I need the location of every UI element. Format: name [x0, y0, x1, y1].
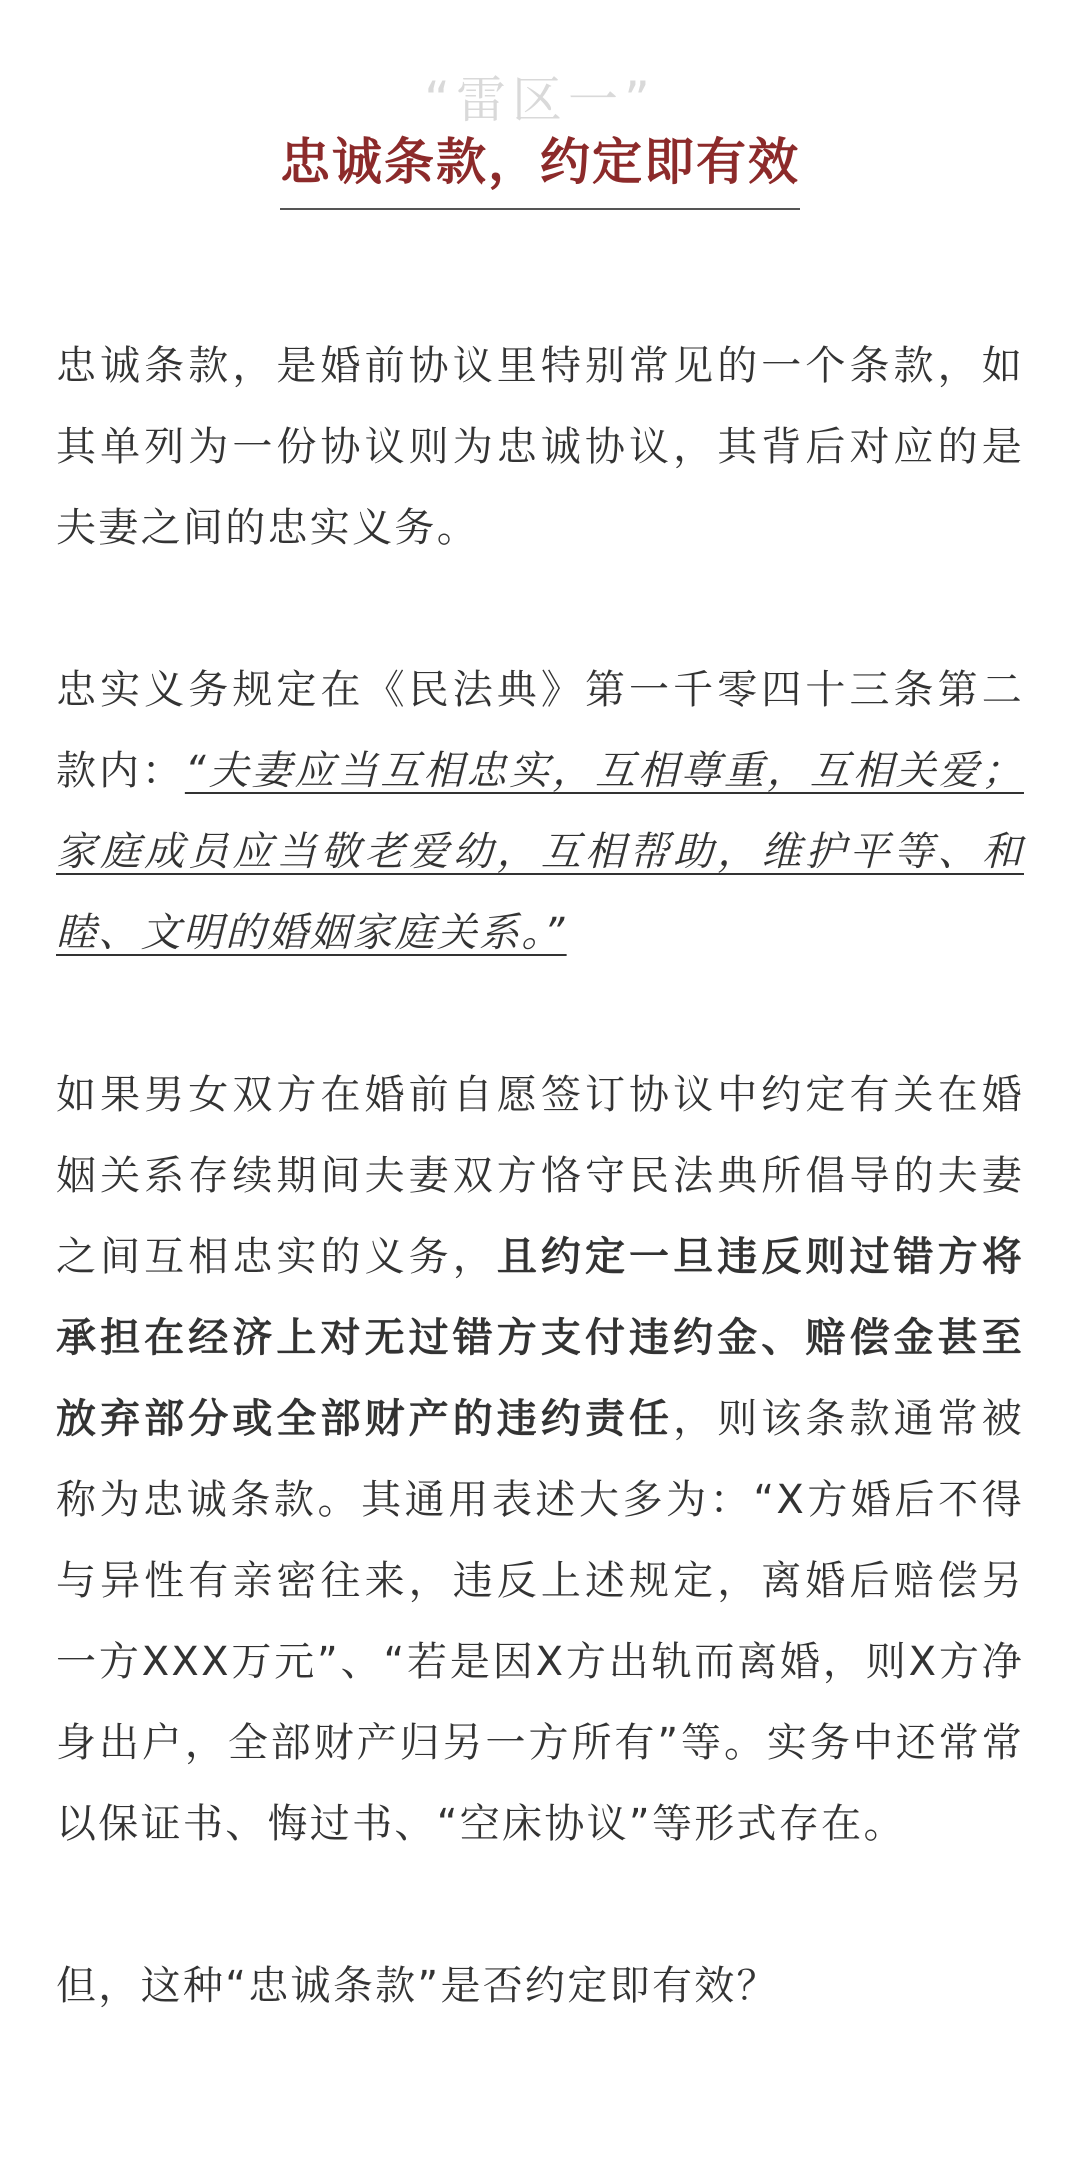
paragraph-spacer	[56, 569, 1024, 650]
paragraph-intro: 忠诚条款，是婚前协议里特别常见的一个条款，如其单列为一份协议则为忠诚协议，其背后对应的是夫妻之间的忠实义务。	[56, 343, 1024, 551]
section-title-underline	[280, 130, 800, 210]
paragraph-loyalty-clause	[56, 1055, 1024, 1865]
paragraph-spacer	[56, 974, 1024, 1055]
paragraph-question: 但，这种“忠诚条款”是否约定即有效？	[56, 1963, 779, 2009]
article-body	[56, 326, 1024, 2027]
civil-code-lead-text: 忠实义务规定在《民法典》第一千零四十三条第二款内：	[56, 667, 1024, 794]
loyalty-clause-tail-text: ，则该条款通常被称为忠诚条款。其通用表述大多为：“X方婚后不得与异性有亲密往来，违反上述规定，离婚后赔偿另一方XXX万元”、“若是因X方出轨而离婚，则X方净身出户，全部财产归另一方所有”等。实务中还常常以保证书、悔过书、“空床协议”等形式存在。	[56, 1396, 1025, 1847]
paragraph-civil-code	[56, 650, 1024, 974]
section-title: 忠诚条款，约定即有效	[280, 133, 800, 191]
section-header	[0, 70, 1080, 210]
paragraph-spacer	[56, 1865, 1024, 1946]
loyalty-clause-lead-text: 如果男女双方在婚前自愿签订协议中约定有关在婚姻关系存续期间夫妻双方恪守民法典所倡导的夫妻之间互相忠实的义务，	[56, 1072, 1024, 1280]
civil-code-quote: “夫妻应当互相忠实，互相尊重，互相关爱；家庭成员应当敬老爱幼，互相帮助，维护平等、和睦、文明的婚姻家庭关系。”	[56, 748, 1024, 956]
section-kicker: “雷区一”	[424, 71, 656, 129]
loyalty-clause-emphasis: 且约定一旦违反则过错方将承担在经济上对无过错方支付违约金、赔偿金甚至放弃部分或全部财产的违约责任	[56, 1234, 1024, 1442]
